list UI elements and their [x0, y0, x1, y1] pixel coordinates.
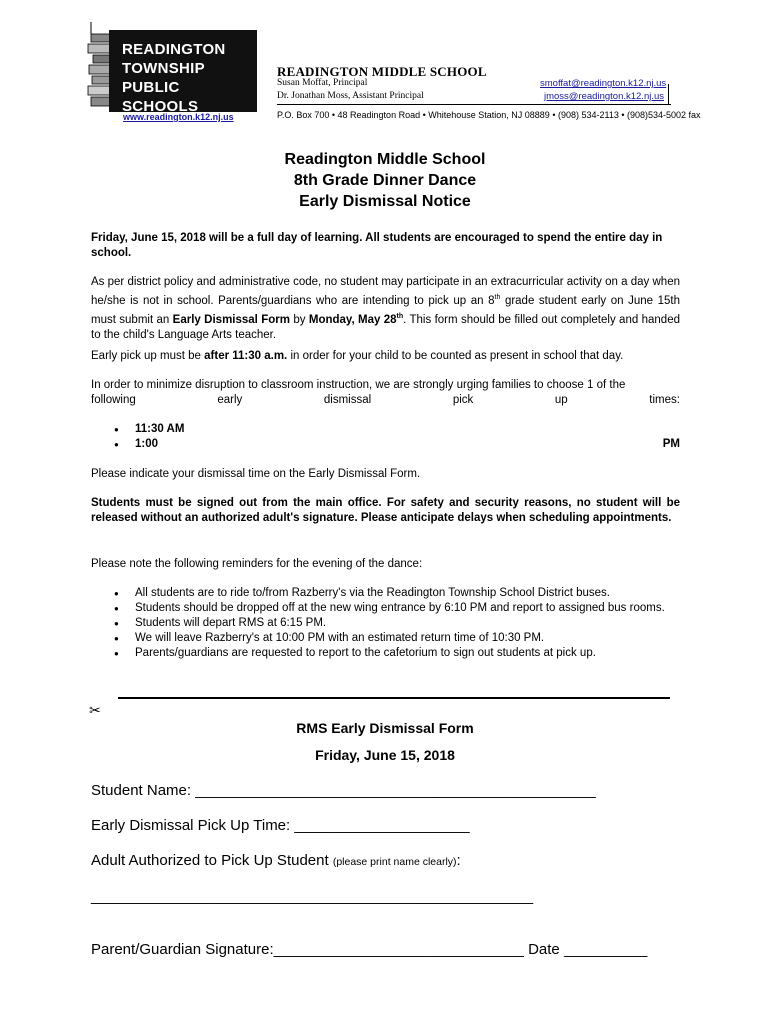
- notice-title-heading: Early Dismissal Notice: [299, 193, 471, 210]
- time-option-1: ● 11:30 AM: [91, 422, 680, 437]
- pickup-time-line[interactable]: _____________________: [294, 817, 470, 834]
- reminder-item: ● All students are to ride to/from Razberry's via the Readington Township School District buses.: [91, 586, 680, 601]
- principal-name: Susan Moffat, Principal: [277, 78, 368, 88]
- student-name-line[interactable]: ________________________________________________: [195, 782, 596, 799]
- reminder-item: ● We will leave Razberry's at 10:00 PM with an estimated return time of 10:30 PM.: [91, 631, 680, 646]
- cut-line: [118, 697, 670, 699]
- logo-line-1: READINGTON: [122, 41, 226, 58]
- minimize-paragraph: In order to minimize disruption to classroom instruction, we are strongly urging families to choose 1 of the following early dismissal pick up times:: [91, 379, 680, 406]
- time-option-2: ● 1:00 PM: [91, 437, 680, 452]
- time-options-list: [91, 422, 680, 452]
- notice-title-event: 8th Grade Dinner Dance: [293, 172, 477, 189]
- indicate-paragraph: Please indicate your dismissal time on the Early Dismissal Form.: [91, 468, 421, 480]
- form-title: RMS Early Dismissal Form: [296, 720, 474, 736]
- sign-out-paragraph: Students must be signed out from the main office. For safety and security reasons, no student will be released without an authorized adult's signature. Please anticipate delays when scheduling appointments.: [91, 497, 680, 524]
- form-date: Friday, June 15, 2018: [315, 747, 455, 763]
- date-label: Date: [528, 941, 560, 958]
- adult-authorized-label: Adult Authorized to Pick Up Student (please print name clearly):: [91, 852, 461, 869]
- scissors-icon: ✂: [89, 702, 101, 718]
- reminder-item: ● Students should be dropped off at the new wing entrance by 6:10 PM and report to assigned bus rooms.: [91, 601, 680, 616]
- letterhead-divider: [277, 104, 671, 105]
- adult-name-line[interactable]: _____________________________________________________: [91, 888, 534, 905]
- assistant-principal-name: Dr. Jonathan Moss, Assistant Principal: [277, 91, 424, 101]
- pickup-paragraph: Early pick up must be after 11:30 a.m. in order for your child to be counted as present in school that day.: [91, 350, 624, 362]
- reminder-item: ● Parents/guardians are requested to report to the cafetorium to sign out students at pick up.: [91, 646, 680, 661]
- principal-email-link[interactable]: smoffat@readington.k12.nj.us: [540, 78, 667, 89]
- notice-title-school: Readington Middle School: [284, 151, 486, 168]
- student-name-field[interactable]: [91, 782, 596, 799]
- district-logo: [85, 22, 257, 115]
- signature-label: Parent/Guardian Signature:: [91, 941, 274, 958]
- pickup-time-label: Early Dismissal Pick Up Time:: [91, 817, 291, 834]
- school-name: READINGTON MIDDLE SCHOOL: [277, 64, 487, 79]
- reminders-intro: Please note the following reminders for the evening of the dance:: [91, 558, 423, 570]
- date-line[interactable]: __________: [563, 941, 648, 958]
- signature-line[interactable]: ______________________________: [273, 941, 524, 958]
- reminder-item: ● Students will depart RMS at 6:15 PM.: [91, 616, 680, 631]
- policy-paragraph: As per district policy and administrative code, no student may participate in an extracurricular activity on a day when he/she is not in school. Parents/guardians who are intending to pick up an 8th grade student early on June 15th must submit an Early Dismissal Form by Monday, May 28th. This form should be filled out completely and handed to the child's Language Arts teacher.: [91, 276, 681, 341]
- logo-line-2: TOWNSHIP: [122, 60, 205, 77]
- school-address: P.O. Box 700 • 48 Readington Road • Whitehouse Station, NJ 08889 • (908) 534-2113 • (908)534-5002 fax: [277, 110, 701, 120]
- logo-line-3: PUBLIC SCHOOLS: [122, 79, 199, 115]
- student-name-label: Student Name:: [91, 782, 192, 799]
- assistant-principal-email-link[interactable]: jmoss@readington.k12.nj.us: [544, 91, 665, 102]
- pickup-time-field[interactable]: [91, 817, 470, 834]
- reminders-list: [91, 586, 680, 661]
- district-website-link[interactable]: www.readington.k12.nj.us: [123, 112, 234, 122]
- intro-paragraph: Friday, June 15, 2018 will be a full day of learning. All students are encouraged to spend the entire day in school.: [91, 232, 663, 259]
- letterhead-divider-vertical: [668, 84, 669, 104]
- signature-field[interactable]: [91, 941, 647, 958]
